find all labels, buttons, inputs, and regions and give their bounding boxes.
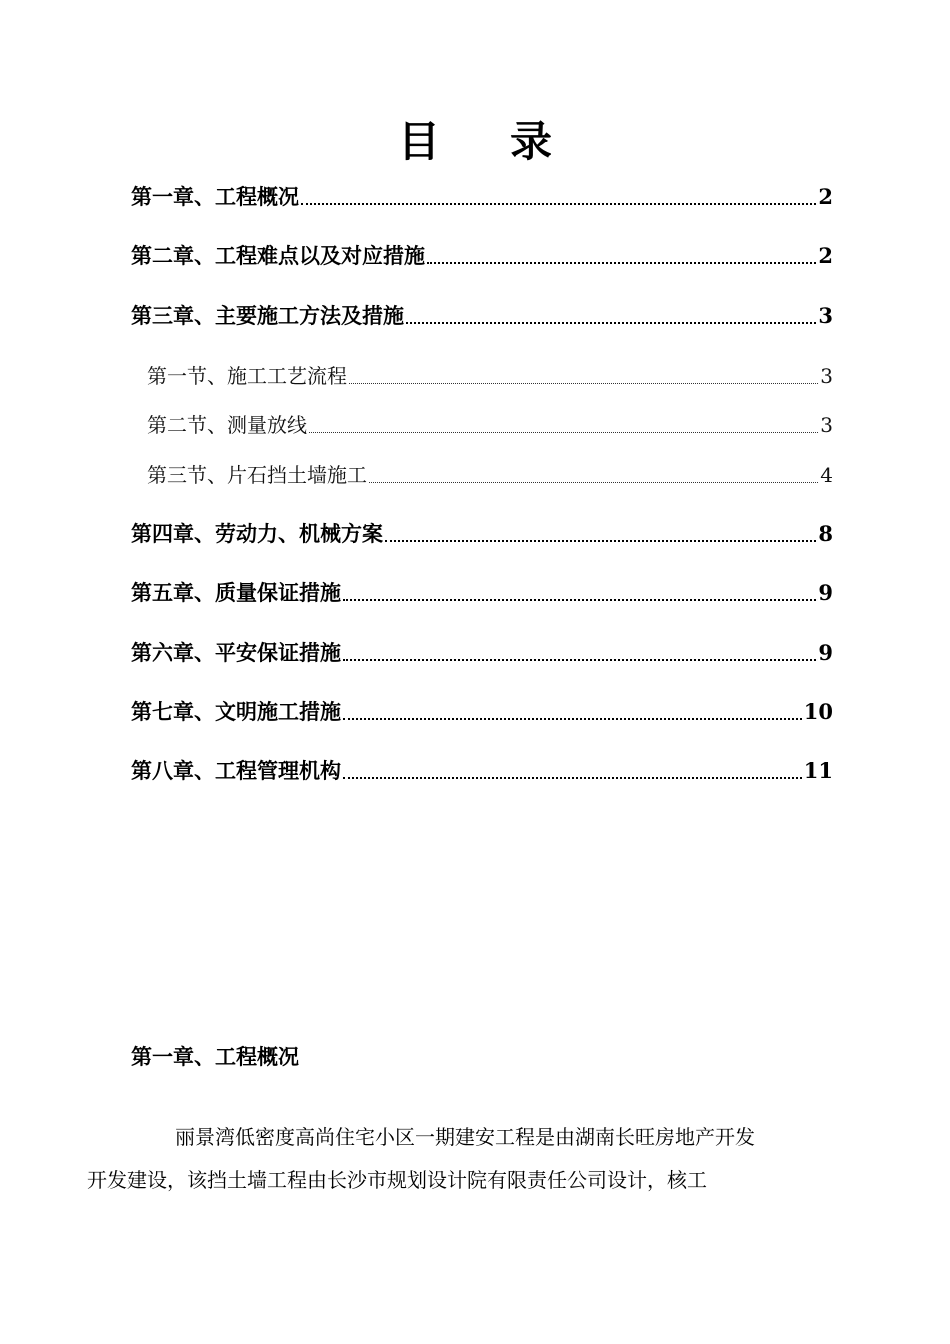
toc-entry-page: 2 <box>818 243 833 268</box>
toc-entry-label: 第七章、文明施工措施 <box>131 699 341 724</box>
toc-leader-dots <box>385 538 816 542</box>
toc-entry-label: 第三章、主要施工方法及措施 <box>131 303 404 328</box>
chapter-heading: 第一章、工程概况 <box>131 1044 299 1069</box>
toc-entry-page: 2 <box>818 184 833 209</box>
toc-entry-label: 第六章、平安保证措施 <box>131 640 341 665</box>
toc-entry-label: 第八章、工程管理机构 <box>131 758 341 783</box>
toc-entry-page: 9 <box>818 580 833 605</box>
toc-entry-page: 10 <box>803 699 833 724</box>
toc-entry-label: 第一节、施工工艺流程 <box>147 364 347 388</box>
toc-entry[interactable] <box>131 241 833 271</box>
toc-entry[interactable] <box>131 182 833 212</box>
toc-entry[interactable] <box>131 410 833 440</box>
body-paragraph <box>87 1116 823 1202</box>
toc-entry-label: 第五章、质量保证措施 <box>131 580 341 605</box>
toc-leader-dots <box>309 431 818 434</box>
toc-entry-label: 第二章、工程难点以及对应措施 <box>131 243 425 268</box>
toc-entry-page: 3 <box>818 303 833 328</box>
toc-entry[interactable] <box>131 578 833 608</box>
toc-entry-page: 3 <box>820 413 833 437</box>
toc-leader-dots <box>343 597 816 601</box>
toc-entry[interactable] <box>131 519 833 549</box>
toc-entry[interactable] <box>131 361 833 391</box>
toc-title-char-1: 目 <box>397 117 440 166</box>
paragraph-line-2: 开发建设，该挡土墙工程由长沙市规划设计院有限责任公司设计，核工 <box>87 1168 707 1192</box>
toc-title-char-2: 录 <box>510 117 553 166</box>
toc-entry-label: 第四章、劳动力、机械方案 <box>131 521 383 546</box>
paragraph-line-1: 丽景湾低密度高尚住宅小区一期建安工程是由湖南长旺房地产开发 <box>175 1125 755 1149</box>
toc-entry[interactable] <box>131 697 833 727</box>
toc-leader-dots <box>343 775 802 779</box>
toc-leader-dots <box>369 481 818 484</box>
toc-entry-page: 9 <box>818 640 833 665</box>
toc-leader-dots <box>343 657 816 661</box>
toc-entry-label: 第三节、片石挡土墙施工 <box>147 463 367 487</box>
toc-leader-dots <box>406 320 816 324</box>
toc-entry-label: 第二节、测量放线 <box>147 413 307 437</box>
toc-leader-dots <box>343 716 802 720</box>
toc-title <box>0 114 950 170</box>
toc-entry-label: 第一章、工程概况 <box>131 184 299 209</box>
toc-entry[interactable] <box>131 638 833 668</box>
toc-entry[interactable] <box>131 301 833 331</box>
toc-leader-dots <box>301 201 816 205</box>
toc-entry-page: 3 <box>820 364 833 388</box>
toc-entry-page: 8 <box>818 521 833 546</box>
toc-entry[interactable] <box>131 756 833 786</box>
toc-entry-page: 11 <box>803 758 833 783</box>
toc-entry[interactable] <box>131 460 833 490</box>
toc-leader-dots <box>427 260 816 264</box>
toc-entry-page: 4 <box>820 463 833 487</box>
toc-leader-dots <box>349 382 818 385</box>
